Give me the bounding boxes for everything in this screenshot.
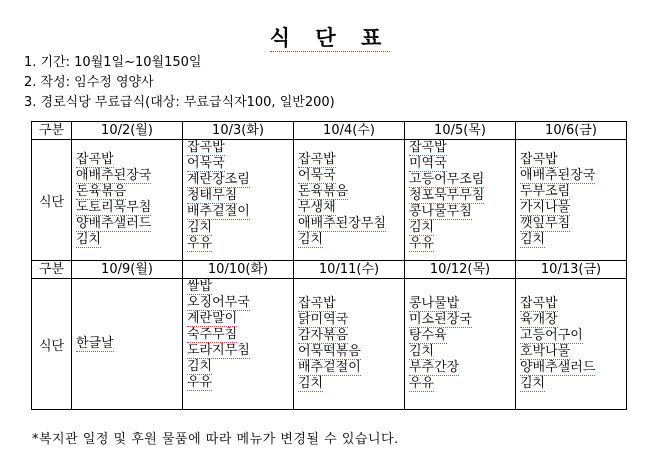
date-cell: 10/10(화) [183,261,294,279]
menu-item: 탕수육 [409,328,447,343]
menu-item: 미역국 [409,156,447,171]
menu-item: 계란말이 [187,311,238,326]
menu-row [32,140,627,261]
header-row [32,261,627,279]
header-row [32,122,627,140]
menu-item: 계란장조림 [187,172,250,187]
menu-item: 김치 [76,232,102,247]
menu-item: 배추겉절이 [187,204,250,219]
menu-cell [294,279,405,410]
menu-item: 한글날 [76,336,114,351]
menu-item: 청포묵무무침 [409,188,485,203]
menu-item: 숙주무침 [187,327,238,342]
menu-cell [72,140,183,261]
menu-cell [516,279,627,410]
menu-item: 양배추샐러드 [520,360,596,375]
info-author: 2. 작성: 임수정 영양사 [24,75,154,90]
header-label-cell: 구분 [32,122,72,140]
date-cell: 10/3(화) [183,122,294,140]
menu-item: 우유 [409,236,435,251]
menu-item: 돈육볶음 [298,184,349,199]
menu-label-cell: 식단 [32,279,72,410]
menu-item: 청태무침 [187,188,238,203]
menu-item: 김치 [409,220,435,235]
menu-item: 오징어무국 [187,295,250,310]
menu-item: 잡곡밥 [520,296,558,311]
menu-item: 콩나물무침 [409,204,472,219]
header-label-cell: 구분 [32,261,72,279]
menu-item: 닭미역국 [298,312,349,327]
menu-cell [72,279,183,410]
page-title: 식 단 표 [269,26,391,50]
menu-label-cell: 식단 [32,140,72,261]
date-cell: 10/13(금) [516,261,627,279]
date-cell: 10/12(목) [405,261,516,279]
date-cell: 10/2(월) [72,122,183,140]
menu-row [32,279,627,410]
menu-item: 가지나물 [520,200,571,215]
menu-cell [183,279,294,410]
menu-item: 잡곡밥 [76,152,114,167]
date-cell: 10/11(수) [294,261,405,279]
menu-item: 어묵떡볶음 [298,344,361,359]
menu-item: 육개장 [520,312,558,327]
menu-cell [294,140,405,261]
menu-item: 돈육볶음 [76,184,127,199]
menu-cell [405,279,516,410]
menu-item: 어묵국 [187,156,225,171]
menu-item: 우유 [187,375,213,390]
menu-item: 도토리묵무침 [76,200,152,215]
menu-item: 김치 [520,376,546,391]
menu-item: 배추겉절이 [298,360,361,375]
menu-item: 호박나물 [520,344,571,359]
menu-item: 김치 [298,232,324,247]
date-cell: 10/4(수) [294,122,405,140]
menu-cell [183,140,294,261]
date-cell: 10/9(월) [72,261,183,279]
menu-item: 애배추된장국 [76,168,152,183]
menu-item: 김치 [520,232,546,247]
menu-item: 김치 [187,359,213,374]
menu-item: 잡곡밥 [520,152,558,167]
menu-item: 깻잎무침 [520,216,571,231]
menu-item: 쌀밥 [187,279,213,294]
menu-item: 김치 [409,344,435,359]
info-period: 1. 기간: 10월1일~10월150일 [24,55,202,70]
menu-item: 김치 [187,220,213,235]
menu-item: 감자볶음 [298,328,349,343]
menu-item: 애배추된장국 [520,168,596,183]
menu-cell [516,140,627,261]
menu-item: 부추간장 [409,360,460,375]
menu-table [31,121,627,410]
menu-item: 콩나물밥 [409,296,460,311]
date-cell: 10/5(목) [405,122,516,140]
menu-item: 잡곡밥 [409,140,447,155]
menu-item: 고등어무조림 [409,172,485,187]
menu-item: 무생채 [298,200,336,215]
menu-item: 애배추된장무침 [298,216,386,231]
menu-item: 양배추샐러드 [76,216,152,231]
menu-item: 고등어구이 [520,328,583,343]
menu-item: 도라지무침 [187,343,250,358]
info-target: 3. 경로식당 무료급식(대상: 무료급식자100, 일반200) [24,95,335,110]
menu-cell [405,140,516,261]
menu-item: 잡곡밥 [298,296,336,311]
menu-item: 잡곡밥 [187,140,225,155]
menu-item: 김치 [298,376,324,391]
date-cell: 10/6(금) [516,122,627,140]
menu-item: 우유 [409,376,435,391]
footnote: *복지관 일정 및 후원 물품에 따라 메뉴가 변경될 수 있습니다. [32,432,399,447]
menu-item: 우유 [187,236,213,251]
menu-item: 미소된장국 [409,312,472,327]
info-block [24,53,335,113]
menu-item: 두부조림 [520,184,571,199]
menu-item: 어묵국 [298,168,336,183]
menu-item: 잡곡밥 [298,152,336,167]
